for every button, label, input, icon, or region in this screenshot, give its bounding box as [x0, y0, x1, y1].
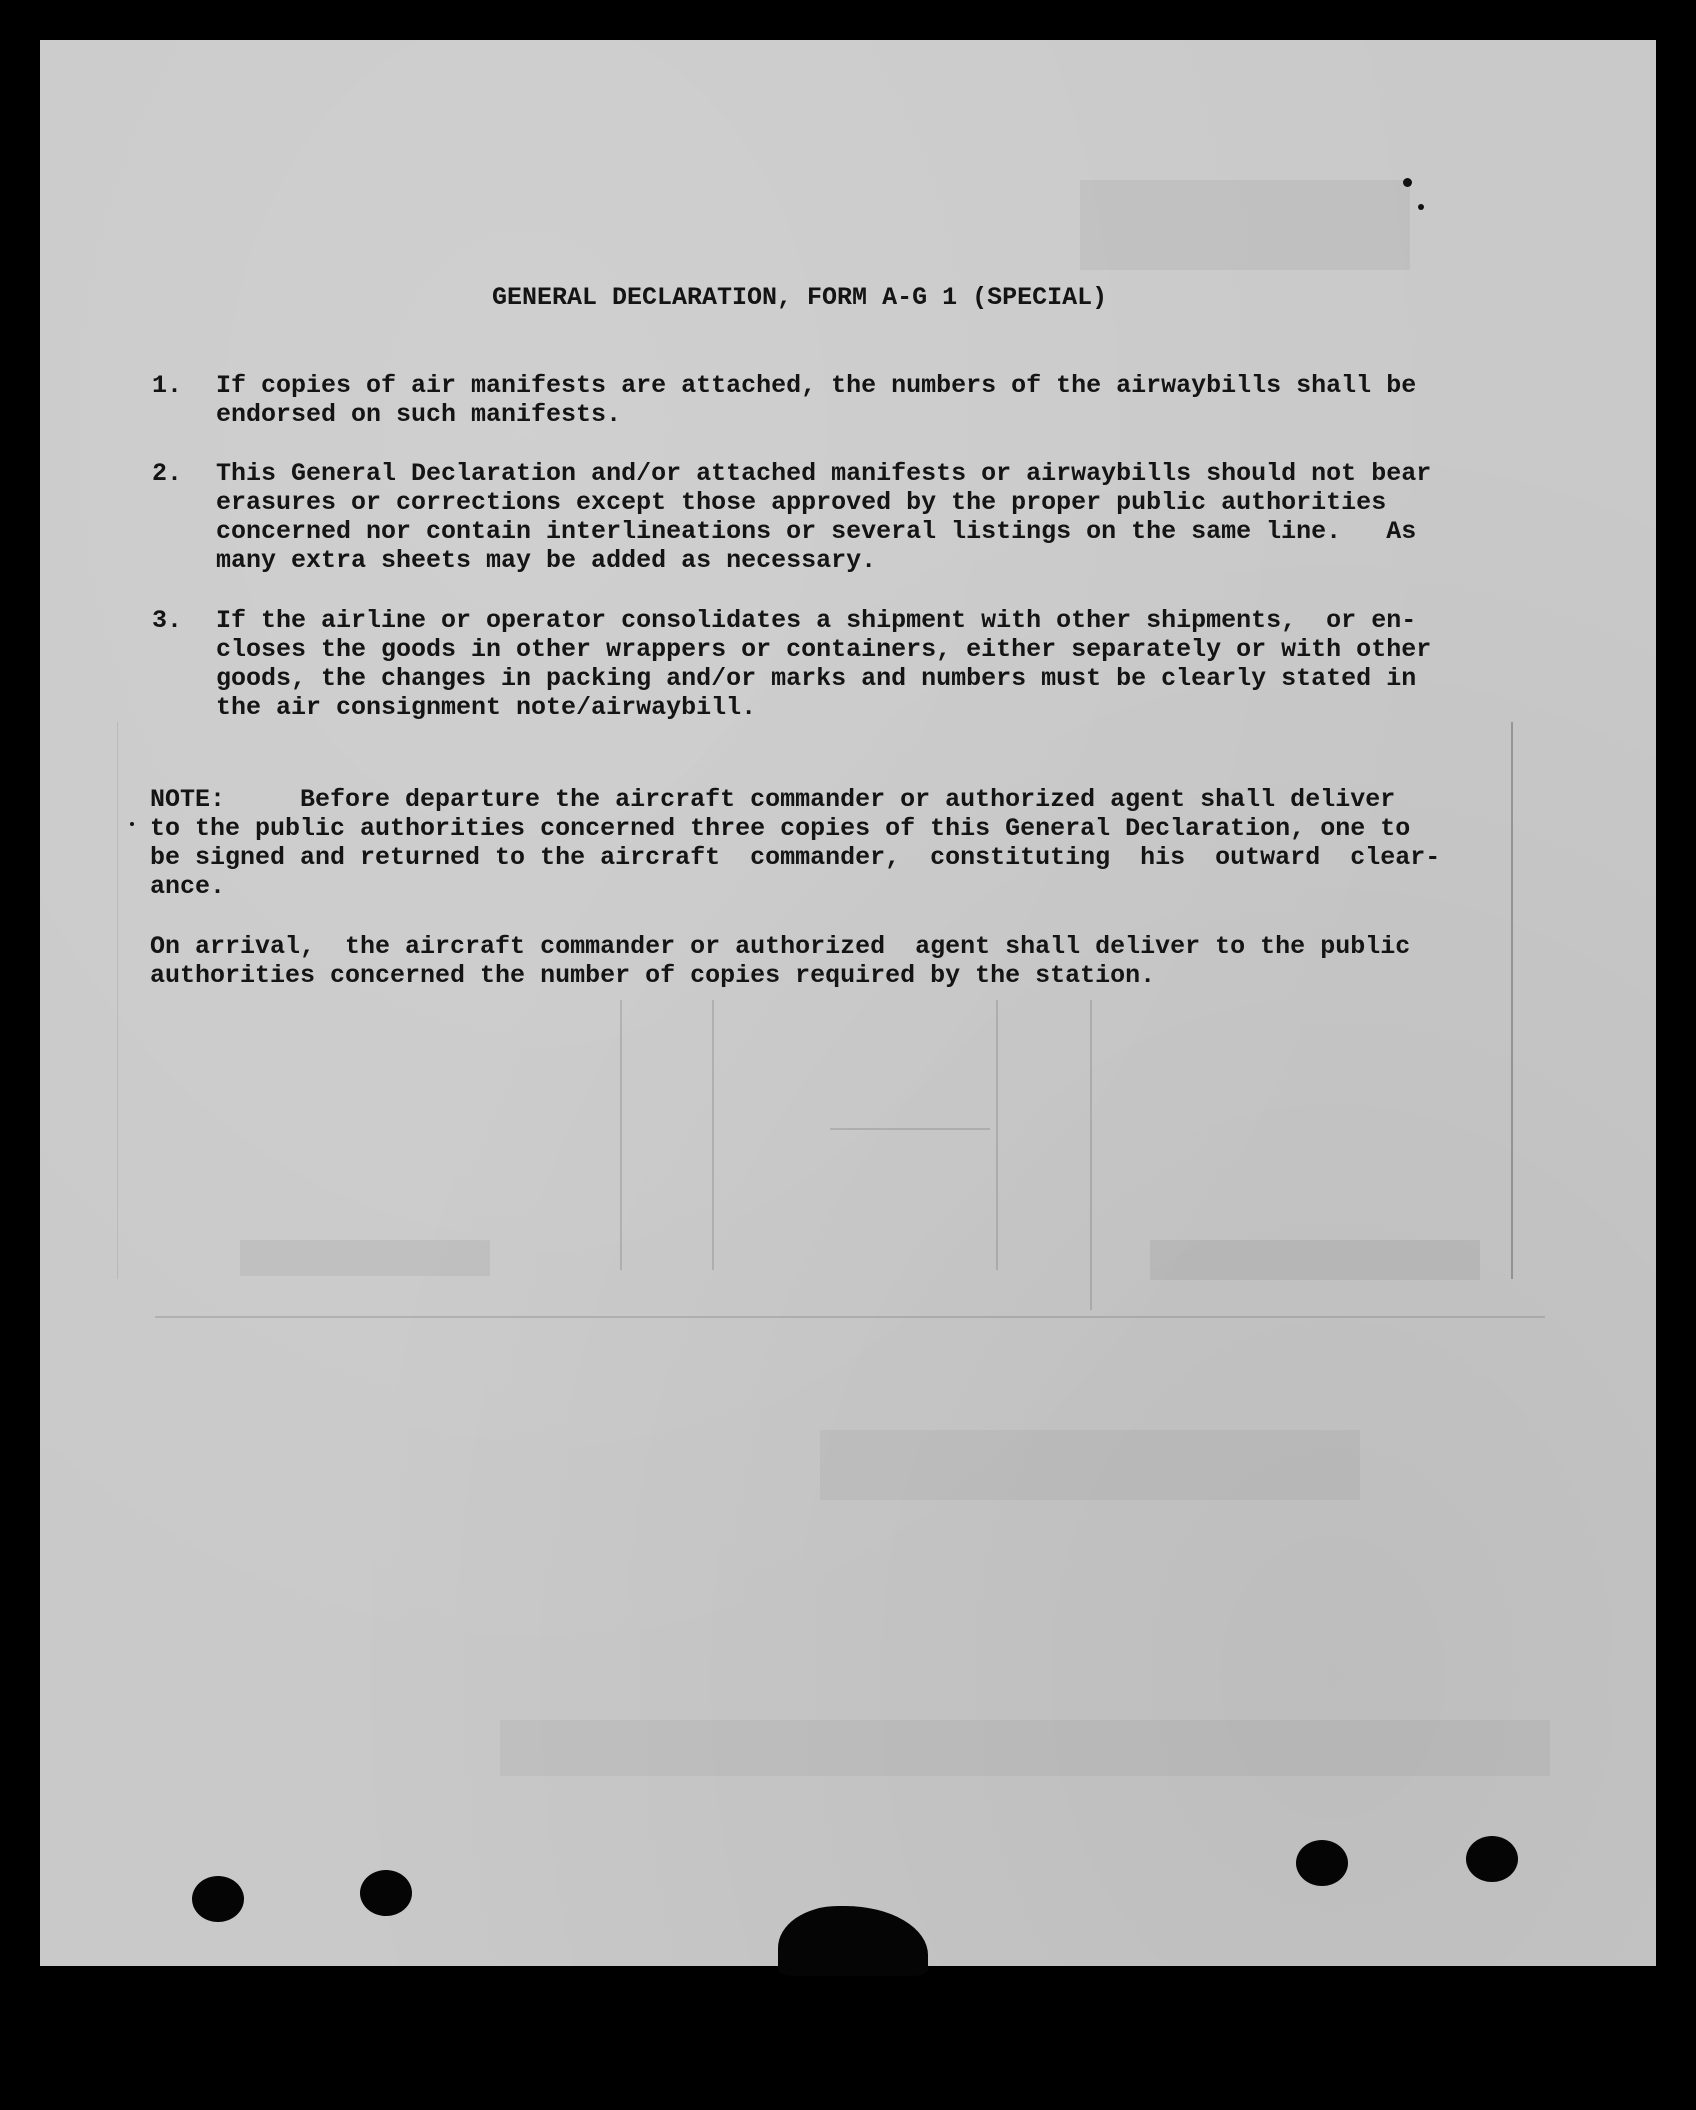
punch-hole	[360, 1870, 412, 1916]
note-line: be signed and returned to the aircraft commander, constituting his outward clear-	[150, 843, 1441, 872]
item-1-line: endorsed on such manifests.	[216, 400, 622, 429]
note-line: to the public authorities concerned three copies of this General Declaration, one to	[150, 814, 1411, 843]
item-3-line: the air consignment note/airwaybill.	[216, 693, 757, 722]
ink-speck	[130, 822, 134, 826]
arrival-line: On arrival, the aircraft commander or authorized agent shall deliver to the public	[150, 932, 1411, 961]
item-2-number: 2.	[152, 459, 183, 488]
bleed-through-smudge	[1080, 180, 1410, 270]
note-line: ance.	[150, 872, 226, 901]
item-3-line: If the airline or operator consolidates a shipment with other shipments, or en-	[216, 606, 1417, 635]
item-2-line: erasures or corrections except those approved by the proper public authorities	[216, 488, 1387, 517]
punch-hole	[1466, 1836, 1518, 1882]
ink-speck	[1418, 204, 1424, 210]
item-1-number: 1.	[152, 371, 183, 400]
bleed-through-line	[155, 1316, 1545, 1318]
item-3-line: closes the goods in other wrappers or containers, either separately or with other	[216, 635, 1432, 664]
punch-hole	[192, 1876, 244, 1922]
bleed-through-smudge	[820, 1430, 1360, 1500]
item-2-line: many extra sheets may be added as necessary.	[216, 546, 877, 575]
ink-speck	[1403, 178, 1412, 187]
punch-hole	[1296, 1840, 1348, 1886]
arrival-line: authorities concerned the number of copies required by the station.	[150, 961, 1156, 990]
page-title: GENERAL DECLARATION, FORM A-G 1 (SPECIAL)	[492, 283, 1108, 312]
item-2-line: This General Declaration and/or attached manifests or airwaybills should not bear	[216, 459, 1432, 488]
note-line: NOTE: Before departure the aircraft commander or authorized agent shall deliver	[150, 785, 1396, 814]
bleed-through-smudge	[500, 1720, 1550, 1776]
item-2-line: concerned nor contain interlineations or several listings on the same line. As	[216, 517, 1417, 546]
item-1-line: If copies of air manifests are attached, the numbers of the airwaybills shall be	[216, 371, 1417, 400]
item-3-number: 3.	[152, 606, 183, 635]
item-3-line: goods, the changes in packing and/or marks and numbers must be clearly stated in	[216, 664, 1417, 693]
